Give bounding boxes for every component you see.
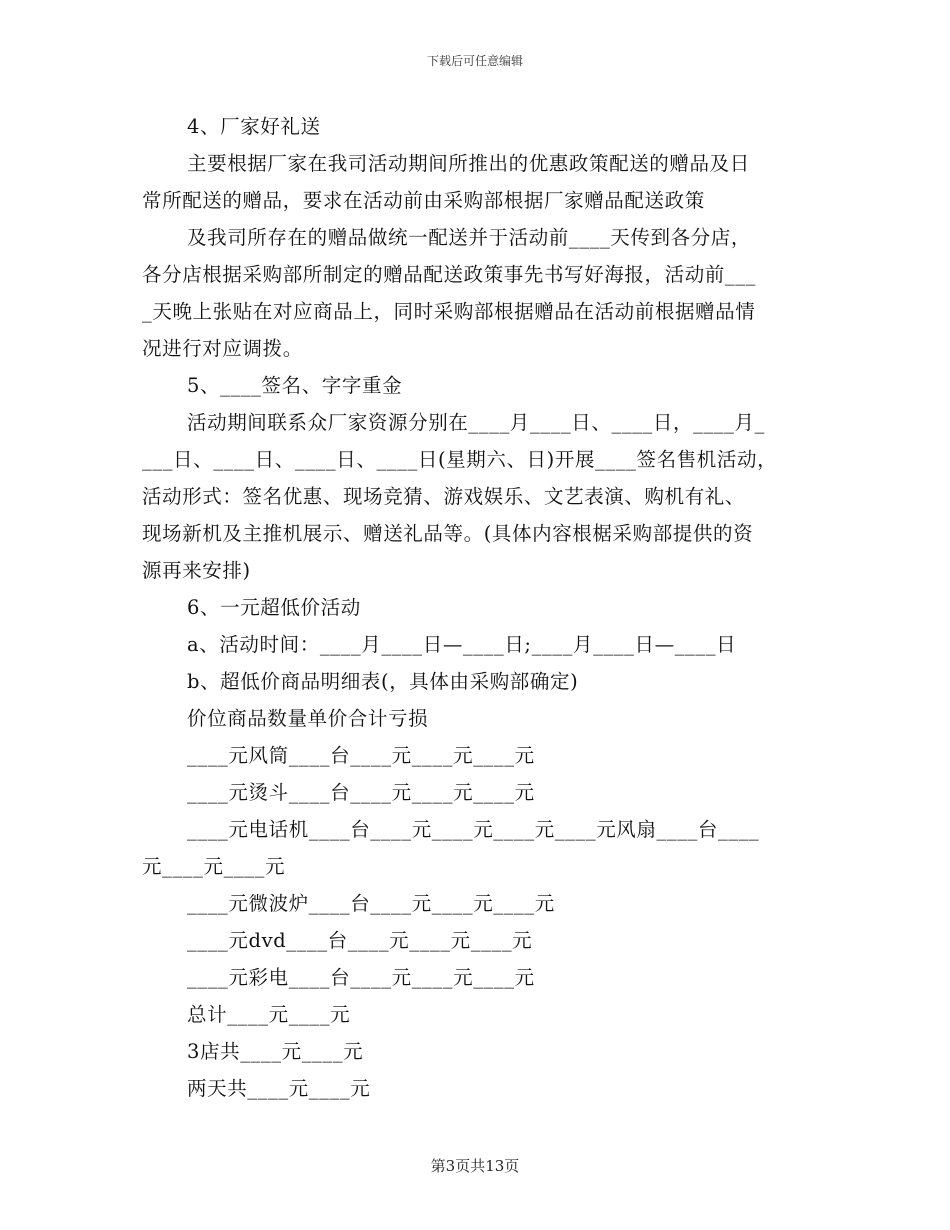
- detail-row: ____元彩电____台____元____元____元: [187, 966, 535, 989]
- detail-row: ____元微波炉____台____元____元____元: [187, 892, 555, 915]
- paragraph-line: 活动形式：签名优惠、现场竞猜、游戏娱乐、文艺表演、购机有礼、: [142, 485, 746, 508]
- detail-row: ____元dvd____台____元____元____元: [187, 929, 533, 952]
- total-line: 总计____元____元: [187, 1003, 351, 1026]
- page-header: 下载后可任意编辑: [426, 54, 523, 68]
- paragraph-line: 现场新机及主推机展示、赠送礼品等。(具体内容根椐采购部提供的资: [142, 522, 754, 545]
- section-heading-4: 4、厂家好礼送: [187, 115, 321, 138]
- paragraph-line: 主要根据厂家在我司活动期间所推出的优惠政策配送的赠品及日: [187, 152, 750, 175]
- paragraph-line: 况进行对应调拨。: [142, 337, 303, 360]
- paragraph-line: 常所配送的赠品，要求在活动前由采购部根据厂家赠品配送政策: [142, 189, 705, 212]
- detail-table-header: 价位商品数量单价合计亏损: [187, 707, 429, 730]
- document-body: [142, 108, 812, 1107]
- detail-table-title: b、超低价商品明细表(，具体由采购部确定): [187, 670, 579, 693]
- detail-row: ____元烫斗____台____元____元____元: [187, 781, 535, 804]
- paragraph-line: ___日、____日、____日、____日(星期六、日)开展____签名售机活动，: [142, 448, 778, 471]
- paragraph-line: 活动期间联系众厂家资源分别在____月____日、____日，____月_: [187, 411, 765, 434]
- page-footer: 第3页共13页: [430, 1157, 520, 1175]
- detail-row: ____元电话机____台____元____元____元____元风扇____台____: [187, 818, 760, 841]
- detail-row: ____元风筒____台____元____元____元: [187, 744, 535, 767]
- detail-row-continued: 元____元____元: [142, 855, 286, 878]
- two-day-total-line: 两天共____元____元: [187, 1077, 371, 1100]
- section-heading-6: 6、一元超低价活动: [187, 596, 361, 619]
- paragraph-line: 及我司所存在的赠品做统一配送并于活动前____天传到各分店，: [187, 226, 752, 249]
- three-store-total-line: 3店共____元____元: [187, 1040, 364, 1063]
- paragraph-line: 源再来安排): [142, 559, 251, 582]
- paragraph-line: _天晚上张贴在对应商品上，同时采购部根据赠品在活动前根据赠品情: [142, 300, 756, 323]
- section-heading-5: 5、____签名、字字重金: [187, 374, 403, 397]
- paragraph-line: 各分店根据采购部所制定的赠品配送政策事先书写好海报，活动前___: [142, 263, 756, 286]
- activity-time-line: a、活动时间：____月____日—____日;____月____日—____日: [187, 633, 737, 656]
